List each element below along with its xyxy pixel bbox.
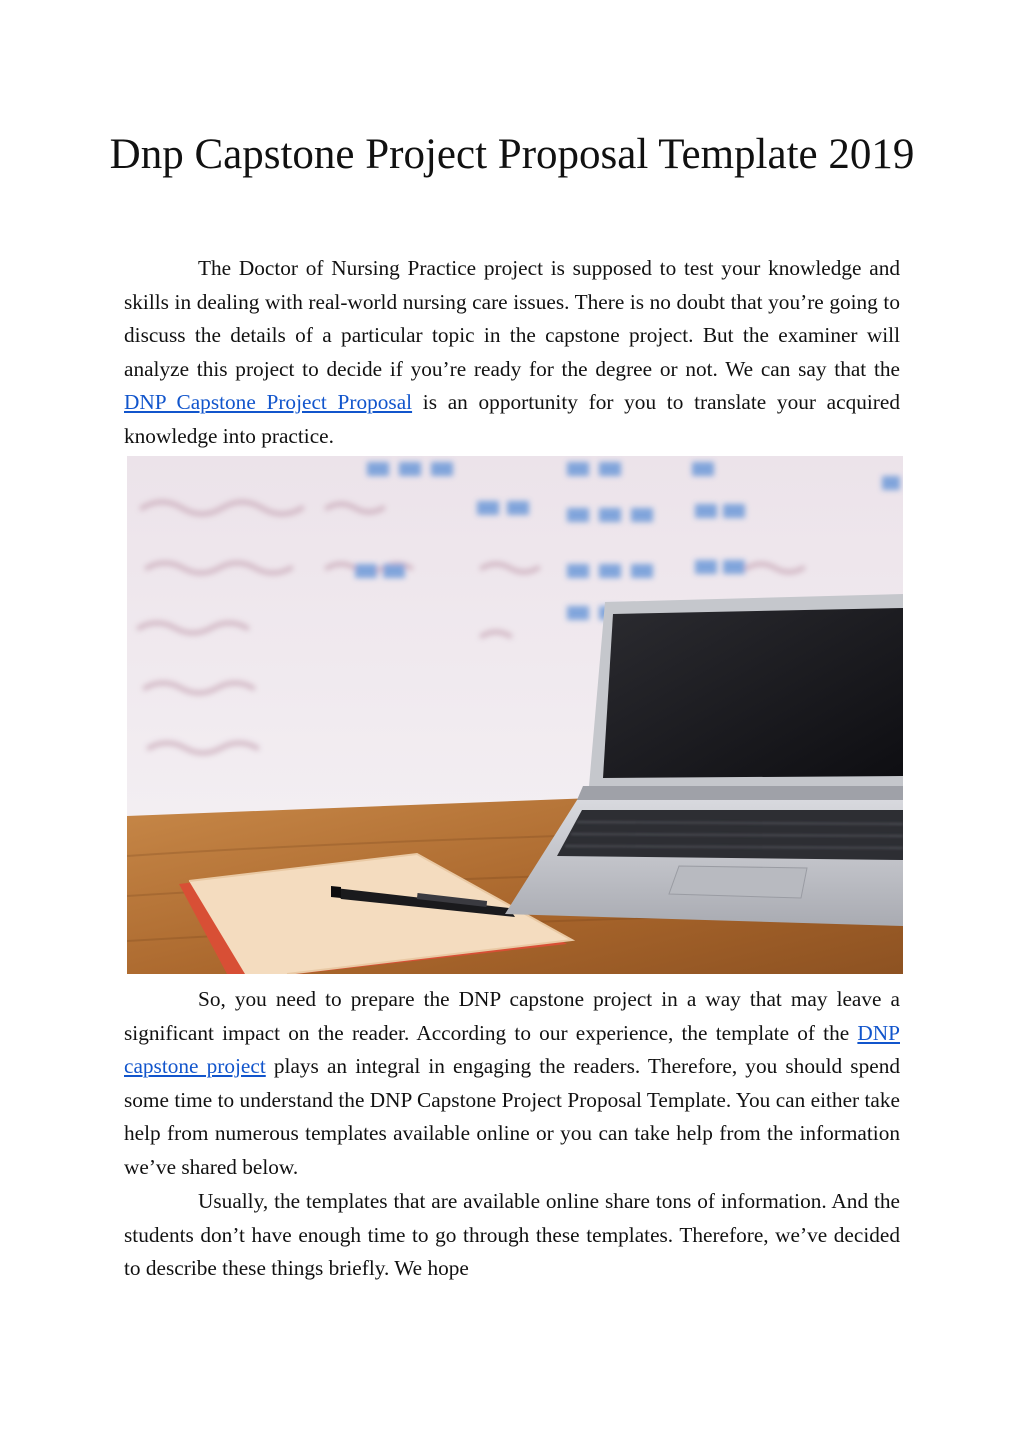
paragraph-intro — [124, 252, 900, 453]
dnp-capstone-project-link[interactable]: DNP capstone project — [124, 1020, 900, 1078]
photo-illustration — [127, 456, 903, 974]
laptop-desk-photo — [127, 456, 903, 974]
paragraph-text: The Doctor of Nursing Practice project is supposed to test your knowledge and skills in dealing with real-world nursing care issues. There is no doubt that you’re going to discuss the details of a particular topic in the capstone project. But the examiner will analyze this project to decide if you’re ready for the degree or not. We can say that the — [124, 256, 900, 381]
paragraph-text: is an opportunity for you to translate your acquired knowledge into practice. — [124, 390, 900, 448]
paragraph-usually: Usually, the templates that are available online share tons of information. And the students don’t have enough time to go through these templates. Therefore, we’ve decided to describe these things briefly. We hope — [124, 1189, 900, 1280]
page-title: Dnp Capstone Project Proposal Template 2019 — [109, 131, 915, 178]
paragraph-text: So, you need to prepare the DNP capstone project in a way that may leave a significant impact on the reader. According to our experience, the template of the — [124, 987, 900, 1045]
dnp-capstone-project-proposal-link[interactable]: DNP Capstone Project Proposal — [124, 390, 413, 414]
paragraph-template — [124, 983, 900, 1184]
paragraph-text: plays an integral in engaging the readers. Therefore, you should spend some time to understand the DNP Capstone Project Proposal Template. You can either take help from numerous templates available online or you can take help from the information we’ve shared below. — [124, 1054, 900, 1179]
